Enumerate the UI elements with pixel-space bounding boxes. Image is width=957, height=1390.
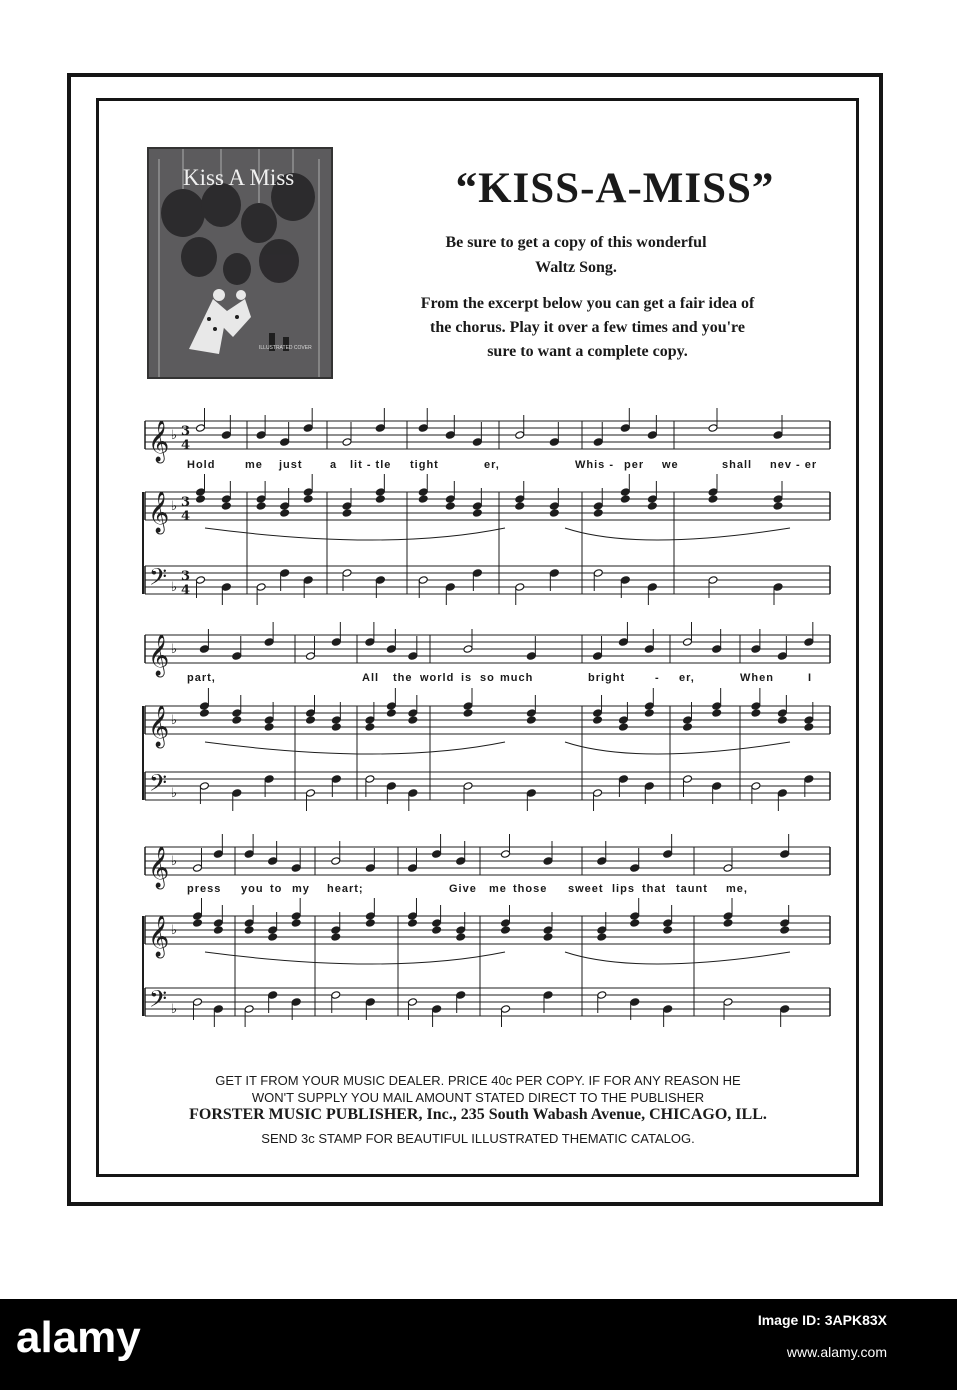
bass-note: [264, 775, 274, 784]
slur: [565, 952, 790, 964]
treble-chord-note: [386, 709, 396, 718]
treble-chord-note: [331, 933, 341, 942]
treble-chord-note: [268, 926, 278, 935]
bass-note: [501, 1005, 511, 1014]
bass-note: [593, 569, 603, 578]
treble-clef: 𝄞: [148, 847, 170, 888]
treble-chord-note: [683, 723, 693, 732]
lyric-syllable: we: [662, 459, 679, 471]
voice-note: [472, 438, 482, 447]
treble-chord-note: [408, 709, 418, 718]
bass-note: [723, 998, 733, 1007]
treble-chord-note: [773, 502, 783, 511]
lyric-syllable: per: [624, 459, 645, 471]
treble-chord-note: [331, 926, 341, 935]
bass-note: [644, 782, 654, 791]
song-title: “KISS-A-MISS”: [455, 165, 775, 212]
treble-chord-note: [407, 919, 417, 928]
voice-note: [723, 864, 733, 873]
treble-chord-note: [303, 488, 313, 497]
lyric-syllable: taunt: [676, 883, 708, 895]
bass-note: [365, 998, 375, 1007]
treble-chord-note: [618, 723, 628, 732]
bass-note: [386, 782, 396, 791]
bass-clef: 𝄢: [149, 563, 168, 596]
watermark-logo: alamy: [16, 1313, 141, 1362]
treble-chord-note: [365, 716, 375, 725]
bass-note: [526, 789, 536, 798]
bass-note: [306, 789, 316, 798]
lyric-syllable: you: [241, 883, 264, 895]
excerpt-line-3: sure to want a complete copy.: [487, 343, 688, 360]
lyric-syllable: me: [245, 459, 263, 471]
time-signature-top: 3: [181, 424, 191, 439]
bass-note: [196, 576, 206, 585]
treble-chord-note: [418, 488, 428, 497]
treble-chord-note: [193, 919, 203, 928]
footer-mail-line: WON'T SUPPLY YOU MAIL AMOUNT STATED DIRECT TO THE PUBLISHER: [251, 1090, 705, 1105]
voice-note: [526, 652, 536, 661]
treble-chord-note: [418, 495, 428, 504]
treble-chord-note: [365, 723, 375, 732]
flat-key-signature: ♭: [171, 786, 178, 801]
footer-dealer-line: GET IT FROM YOUR MUSIC DEALER. PRICE 40c PER COPY. IF FOR ANY REASON HE: [215, 1073, 741, 1088]
treble-chord-note: [196, 488, 206, 497]
bass-note: [303, 576, 313, 585]
bass-note: [199, 782, 209, 791]
voice-note: [780, 850, 790, 859]
treble-chord-note: [232, 709, 242, 718]
treble-chord-note: [549, 509, 559, 518]
treble-chord-note: [268, 933, 278, 942]
treble-chord-note: [365, 919, 375, 928]
lyric-syllable: tight: [410, 459, 439, 471]
bass-note: [342, 569, 352, 578]
treble-chord-note: [445, 495, 455, 504]
treble-chord-note: [331, 716, 341, 725]
voice-note: [751, 645, 761, 654]
lyric-syllable: the: [393, 672, 413, 684]
voice-note: [630, 864, 640, 873]
voice-note: [418, 424, 428, 433]
voice-note: [618, 638, 628, 647]
treble-chord-note: [303, 495, 313, 504]
bass-note: [618, 775, 628, 784]
slur: [565, 742, 790, 754]
bass-note: [331, 775, 341, 784]
voice-note: [193, 864, 203, 873]
treble-chord-note: [375, 495, 385, 504]
voice-note: [543, 857, 553, 866]
treble-chord-note: [773, 495, 783, 504]
treble-chord-note: [593, 716, 603, 725]
treble-chord-note: [501, 919, 511, 928]
lyric-syllable: me,: [726, 883, 748, 895]
voice-note: [268, 857, 278, 866]
voice-note: [375, 424, 385, 433]
treble-chord-note: [221, 495, 231, 504]
treble-chord-note: [712, 709, 722, 718]
voice-note: [331, 857, 341, 866]
voice-note: [232, 652, 242, 661]
bass-clef: 𝄢: [149, 769, 168, 802]
treble-chord-note: [264, 723, 274, 732]
voice-note: [549, 438, 559, 447]
bass-note: [780, 1005, 790, 1014]
bass-note: [712, 782, 722, 791]
voice-note: [196, 424, 206, 433]
treble-chord-note: [193, 912, 203, 921]
treble-chord-note: [620, 495, 630, 504]
treble-chord-note: [463, 709, 473, 718]
voice-note: [456, 857, 466, 866]
bass-note: [407, 998, 417, 1007]
treble-clef: 𝄞: [148, 492, 170, 533]
treble-chord-note: [663, 926, 673, 935]
lyric-syllable: nev - er: [770, 459, 818, 471]
voice-note: [256, 431, 266, 440]
bass-note: [683, 775, 693, 784]
slur: [565, 528, 790, 540]
bass-note: [620, 576, 630, 585]
cover-title: Kiss A Miss: [183, 165, 295, 190]
bass-note: [463, 782, 473, 791]
treble-chord-note: [549, 502, 559, 511]
treble-chord-note: [306, 716, 316, 725]
flat-key-signature: ♭: [171, 499, 178, 514]
treble-chord-note: [620, 488, 630, 497]
treble-clef: 𝄞: [148, 916, 170, 957]
bass-clef: 𝄢: [149, 985, 168, 1018]
voice-note: [303, 424, 313, 433]
bass-note: [456, 991, 466, 1000]
bass-note: [232, 789, 242, 798]
bass-note: [418, 576, 428, 585]
bass-note: [708, 576, 718, 585]
bass-note: [751, 782, 761, 791]
treble-chord-note: [342, 502, 352, 511]
slur: [205, 952, 505, 964]
watermark-image-id: Image ID: 3APK83X: [757, 1312, 887, 1328]
bass-note: [408, 789, 418, 798]
bass-note: [549, 569, 559, 578]
voice-note: [644, 645, 654, 654]
bass-note: [630, 998, 640, 1007]
treble-chord-note: [407, 912, 417, 921]
flat-key-signature: ♭: [171, 923, 178, 938]
bass-note: [445, 583, 455, 592]
lyric-syllable: lips: [612, 883, 635, 895]
bass-note: [432, 1005, 442, 1014]
bass-note: [244, 1005, 254, 1014]
lyric-syllable: much: [500, 672, 534, 684]
treble-clef: 𝄞: [148, 706, 170, 747]
treble-clef: 𝄞: [148, 635, 170, 676]
treble-chord-note: [196, 495, 206, 504]
lyric-syllable: so: [480, 672, 495, 684]
lyric-syllable: is: [461, 672, 473, 684]
time-signature-bottom: 4: [181, 583, 191, 598]
treble-chord-note: [256, 502, 266, 511]
time-signature-top: 3: [181, 569, 191, 584]
voice-note: [593, 652, 603, 661]
bass-note: [213, 1005, 223, 1014]
lyric-syllable: I: [808, 672, 813, 684]
bass-note: [593, 789, 603, 798]
bass-note: [472, 569, 482, 578]
lyric-syllable: er,: [484, 459, 500, 471]
treble-chord-note: [232, 716, 242, 725]
lyric-syllable: Whis -: [575, 459, 614, 471]
voice-note: [213, 850, 223, 859]
treble-chord-note: [244, 919, 254, 928]
treble-chord-note: [708, 495, 718, 504]
treble-chord-note: [386, 702, 396, 711]
treble-chord-note: [712, 702, 722, 711]
treble-chord-note: [644, 702, 654, 711]
treble-chord-note: [683, 716, 693, 725]
treble-chord-note: [291, 912, 301, 921]
voice-note: [804, 638, 814, 647]
excerpt-line-1: From the excerpt below you can get a fair idea of: [420, 295, 755, 312]
treble-chord-note: [331, 723, 341, 732]
lyric-syllable: my: [292, 883, 310, 895]
lyric-syllable: just: [279, 459, 303, 471]
treble-chord-note: [199, 709, 209, 718]
bass-note: [804, 775, 814, 784]
bass-note: [193, 998, 203, 1007]
lyric-syllable: All: [362, 672, 380, 684]
bass-note: [268, 991, 278, 1000]
voice-note: [408, 652, 418, 661]
slur: [205, 742, 505, 754]
intro-line-1: Be sure to get a copy of this wonderful: [445, 234, 707, 251]
treble-chord-note: [456, 933, 466, 942]
treble-chord-note: [515, 495, 525, 504]
treble-chord-note: [408, 716, 418, 725]
treble-chord-note: [280, 509, 290, 518]
bass-note: [543, 991, 553, 1000]
treble-chord-note: [804, 716, 814, 725]
treble-chord-note: [630, 912, 640, 921]
treble-chord-note: [593, 502, 603, 511]
time-signature-bottom: 4: [181, 509, 191, 524]
lyric-syllable: press: [187, 883, 222, 895]
lyric-syllable: shall: [722, 459, 753, 471]
voice-note: [221, 431, 231, 440]
voice-note: [291, 864, 301, 873]
voice-note: [463, 645, 473, 654]
treble-chord-note: [342, 509, 352, 518]
flat-key-signature: ♭: [171, 428, 178, 443]
lyric-syllable: heart;: [327, 883, 364, 895]
bass-note: [331, 991, 341, 1000]
voice-note: [620, 424, 630, 433]
voice-note: [244, 850, 254, 859]
bass-note: [515, 583, 525, 592]
voice-note: [515, 431, 525, 440]
treble-chord-note: [543, 926, 553, 935]
voice-note: [432, 850, 442, 859]
lyric-syllable: to: [270, 883, 283, 895]
flat-key-signature: ♭: [171, 580, 178, 595]
treble-chord-note: [526, 716, 536, 725]
bass-note: [280, 569, 290, 578]
lyric-syllable: a: [330, 459, 338, 471]
lyric-syllable: lit - tle: [350, 459, 392, 471]
voice-note: [593, 438, 603, 447]
treble-chord-note: [463, 702, 473, 711]
treble-chord-note: [804, 723, 814, 732]
treble-chord-note: [751, 702, 761, 711]
lyric-syllable: sweet: [568, 883, 604, 895]
treble-chord-note: [723, 912, 733, 921]
voice-note: [199, 645, 209, 654]
treble-chord-note: [663, 919, 673, 928]
flat-key-signature: ♭: [171, 713, 178, 728]
treble-chord-note: [647, 495, 657, 504]
treble-chord-note: [199, 702, 209, 711]
lyric-syllable: part,: [187, 672, 216, 684]
cover-credit: ILLUSTRATED COVER: [259, 345, 312, 351]
treble-chord-note: [543, 933, 553, 942]
footer-catalog-line: SEND 3c STAMP FOR BEAUTIFUL ILLUSTRATED THEMATIC CATALOG.: [261, 1131, 695, 1146]
lyric-syllable: -: [655, 672, 660, 684]
treble-chord-note: [593, 709, 603, 718]
treble-chord-note: [647, 502, 657, 511]
treble-chord-note: [472, 509, 482, 518]
treble-chord-note: [618, 716, 628, 725]
lyric-syllable: world: [420, 672, 455, 684]
voice-note: [386, 645, 396, 654]
slur: [205, 528, 505, 540]
treble-chord-note: [291, 919, 301, 928]
treble-chord-note: [777, 716, 787, 725]
voice-note: [365, 864, 375, 873]
voice-note: [597, 857, 607, 866]
voice-note: [708, 424, 718, 433]
lyric-syllable: When: [740, 672, 774, 684]
treble-chord-note: [472, 502, 482, 511]
bass-note: [365, 775, 375, 784]
treble-chord-note: [244, 926, 254, 935]
treble-chord-note: [445, 502, 455, 511]
bass-note: [597, 991, 607, 1000]
lyric-syllable: bright: [588, 672, 626, 684]
voice-note: [264, 638, 274, 647]
treble-chord-note: [597, 933, 607, 942]
voice-note: [342, 438, 352, 447]
treble-chord-note: [644, 709, 654, 718]
lyric-syllable: Give: [449, 883, 477, 895]
treble-chord-note: [780, 926, 790, 935]
flat-key-signature: ♭: [171, 854, 178, 869]
treble-chord-note: [708, 488, 718, 497]
watermark-url: www.alamy.com: [786, 1344, 887, 1360]
lyric-syllable: those: [513, 883, 548, 895]
voice-note: [663, 850, 673, 859]
voice-note: [773, 431, 783, 440]
bass-note: [663, 1005, 673, 1014]
voice-note: [501, 850, 511, 859]
footer-publisher-line: FORSTER MUSIC PUBLISHER, Inc., 235 South Wabash Avenue, CHICAGO, ILL.: [189, 1106, 767, 1123]
voice-note: [712, 645, 722, 654]
voice-note: [306, 652, 316, 661]
voice-note: [647, 431, 657, 440]
treble-chord-note: [501, 926, 511, 935]
voice-note: [331, 638, 341, 647]
treble-chord-note: [432, 926, 442, 935]
treble-chord-note: [365, 912, 375, 921]
treble-chord-note: [597, 926, 607, 935]
treble-chord-note: [375, 488, 385, 497]
bass-note: [777, 789, 787, 798]
treble-clef: 𝄞: [148, 421, 170, 462]
treble-chord-note: [213, 919, 223, 928]
voice-note: [365, 638, 375, 647]
treble-chord-note: [432, 919, 442, 928]
lyric-syllable: Hold: [187, 459, 216, 471]
bass-note: [647, 583, 657, 592]
treble-chord-note: [593, 509, 603, 518]
treble-chord-note: [221, 502, 231, 511]
treble-chord-note: [264, 716, 274, 725]
treble-chord-note: [780, 919, 790, 928]
bass-note: [375, 576, 385, 585]
treble-chord-note: [280, 502, 290, 511]
treble-chord-note: [777, 709, 787, 718]
lyric-syllable: me: [489, 883, 507, 895]
treble-chord-note: [456, 926, 466, 935]
voice-note: [280, 438, 290, 447]
treble-chord-note: [526, 709, 536, 718]
bass-note: [221, 583, 231, 592]
treble-chord-note: [256, 495, 266, 504]
bass-note: [291, 998, 301, 1007]
lyric-syllable: er,: [679, 672, 695, 684]
voice-note: [407, 864, 417, 873]
time-signature-bottom: 4: [181, 438, 191, 453]
treble-chord-note: [515, 502, 525, 511]
treble-chord-note: [723, 919, 733, 928]
flat-key-signature: ♭: [171, 642, 178, 657]
time-signature-top: 3: [181, 495, 191, 510]
treble-chord-note: [213, 926, 223, 935]
lyric-syllable: that: [642, 883, 667, 895]
treble-chord-note: [306, 709, 316, 718]
voice-note: [777, 652, 787, 661]
bass-note: [256, 583, 266, 592]
intro-line-2: Waltz Song.: [535, 259, 617, 276]
voice-note: [683, 638, 693, 647]
flat-key-signature: ♭: [171, 1002, 178, 1017]
voice-note: [445, 431, 455, 440]
bass-note: [773, 583, 783, 592]
treble-chord-note: [751, 709, 761, 718]
excerpt-line-2: the chorus. Play it over a few times and you're: [430, 319, 745, 336]
treble-chord-note: [630, 919, 640, 928]
